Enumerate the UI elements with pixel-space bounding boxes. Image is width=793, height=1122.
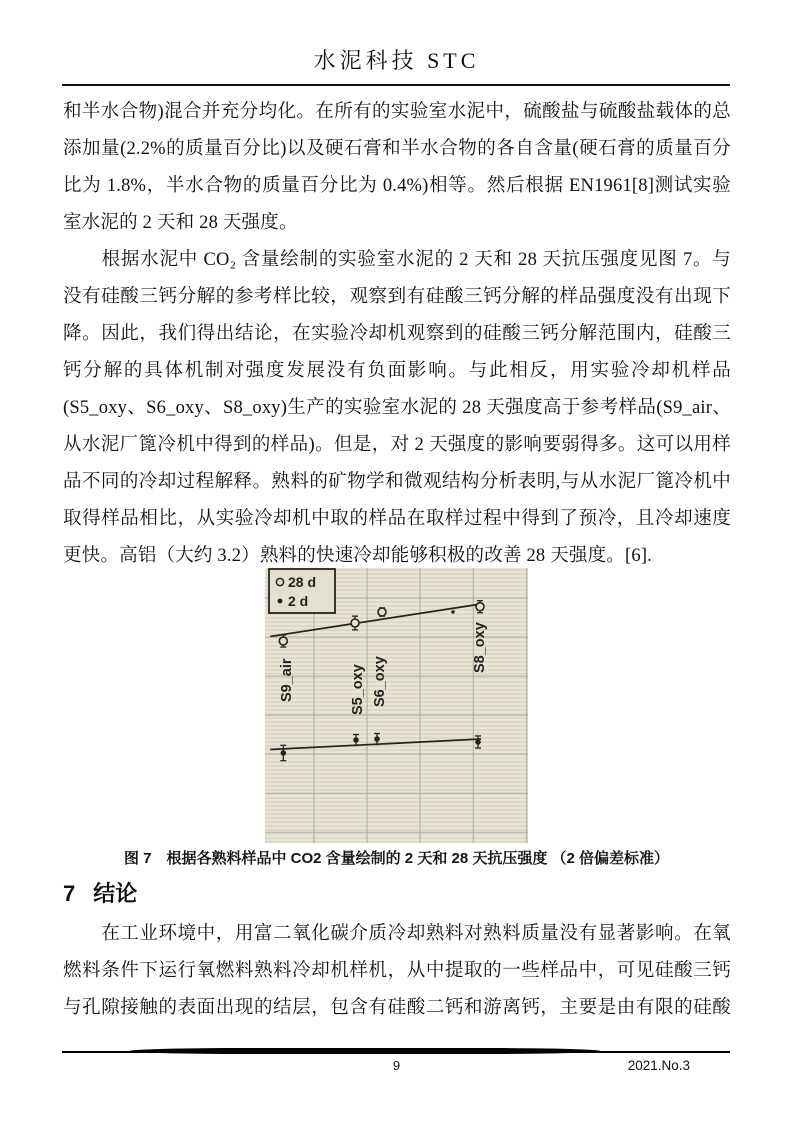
text-line: 没有硅酸三钙分解的参考样比较，观察到有硅酸三钙分解的样品强度没有出现下 <box>63 287 731 307</box>
footer-rule-thick <box>130 1048 600 1054</box>
series-2-d <box>270 733 481 760</box>
chart-legend <box>269 569 335 613</box>
paragraph-3 <box>63 916 731 1027</box>
page-number: 9 <box>392 1058 401 1073</box>
text-line: 更快。高铝（大约 3.2）熟料的快速冷却能够积极的改善 28 天强度。[6]. <box>63 546 652 566</box>
text-line: 降。因此，我们得出结论，在实验冷却机观察到的硅酸三钙分解范围内，硅酸三 <box>63 324 731 344</box>
data-point-filled-dot <box>353 737 359 743</box>
legend-label: 28 d <box>288 574 317 590</box>
figure-7-chart <box>265 568 528 843</box>
data-point-open-circle <box>476 603 484 611</box>
text-line: 室水泥的 2 天和 28 天强度。 <box>63 213 298 233</box>
sample-label: S6_oxy <box>372 656 389 708</box>
legend-filled-dot-icon <box>278 599 283 604</box>
data-point-open-circle <box>378 608 386 616</box>
legend-label: 2 d <box>288 593 309 609</box>
text-line: 根据水泥中 CO₂ 含量绘制的实验室水泥的 2 天和 28 天抗压强度见图 7。与 <box>63 250 731 270</box>
text-line: 取得样品相比，从实验冷却机中取的样品在取样过程中得到了预冷，且冷却速度 <box>63 509 731 529</box>
header-rule <box>62 84 730 86</box>
data-point-filled-dot <box>475 739 481 745</box>
section-title: 结论 <box>93 881 138 906</box>
text-line: 从水泥厂篦冷机中得到的样品)。但是，对 2 天强度的影响要弱得多。这可以用样 <box>63 435 731 455</box>
text-line: 钙分解的具体机制对强度发展没有负面影响。与此相反，用实验冷却机样品 <box>63 361 731 381</box>
text-line: 燃料条件下运行氧燃料熟料冷却机样机，从中提取的一些样品中，可见硅酸三钙 <box>63 961 731 981</box>
text-line: 在工业环境中，用富二氧化碳介质冷却熟料对熟料质量没有显著影响。在氧 <box>63 924 731 944</box>
text-line: 和半水合物)混合并充分均化。在所有的实验室水泥中，硫酸盐与硫酸盐载体的总 <box>63 102 731 122</box>
data-point-open-circle <box>351 619 359 627</box>
journal-title: 水泥科技 STC <box>313 48 480 73</box>
figure-caption: 图 7 根据各熟料样品中 CO2 含量绘制的 2 天和 28 天抗压强度 （2 倍偏差标准） <box>123 850 670 867</box>
stray-mark <box>451 610 454 613</box>
issue-number: 2021.No.3 <box>627 1058 690 1073</box>
paragraph-1 <box>63 94 731 242</box>
data-point-open-circle <box>279 637 287 645</box>
sample-label: S5_oxy <box>349 664 366 715</box>
text-line: 添加量(2.2%的质量百分比)以及硬石膏和半水合物的各自含量(硬石膏的质量百分 <box>63 139 731 159</box>
text-line: 品不同的冷却过程解释。熟料的矿物学和微观结构分析表明,与从水泥厂篦冷机中 <box>63 472 731 492</box>
chart-svg <box>265 568 528 843</box>
section-number: 7 <box>63 881 76 906</box>
section-heading <box>63 877 137 908</box>
paragraph-2 <box>63 242 731 575</box>
data-point-filled-dot <box>374 736 380 742</box>
text-line: (S5_oxy、S6_oxy、S8_oxy)生产的实验室水泥的 28 天强度高于参考样品(S9_air、 <box>63 398 731 418</box>
data-point-filled-dot <box>281 750 287 756</box>
sample-label: S8_oxy <box>472 622 489 673</box>
text-line: 比为 1.8%，半水合物的质量百分比为 0.4%)相等。然后根据 EN1961[8]测试实验 <box>63 176 731 196</box>
sample-label: S9_air <box>279 658 296 703</box>
text-line: 与孔隙接触的表面出现的结层，包含有硅酸二钙和游离钙，主要是由有限的硅酸 <box>63 998 731 1018</box>
